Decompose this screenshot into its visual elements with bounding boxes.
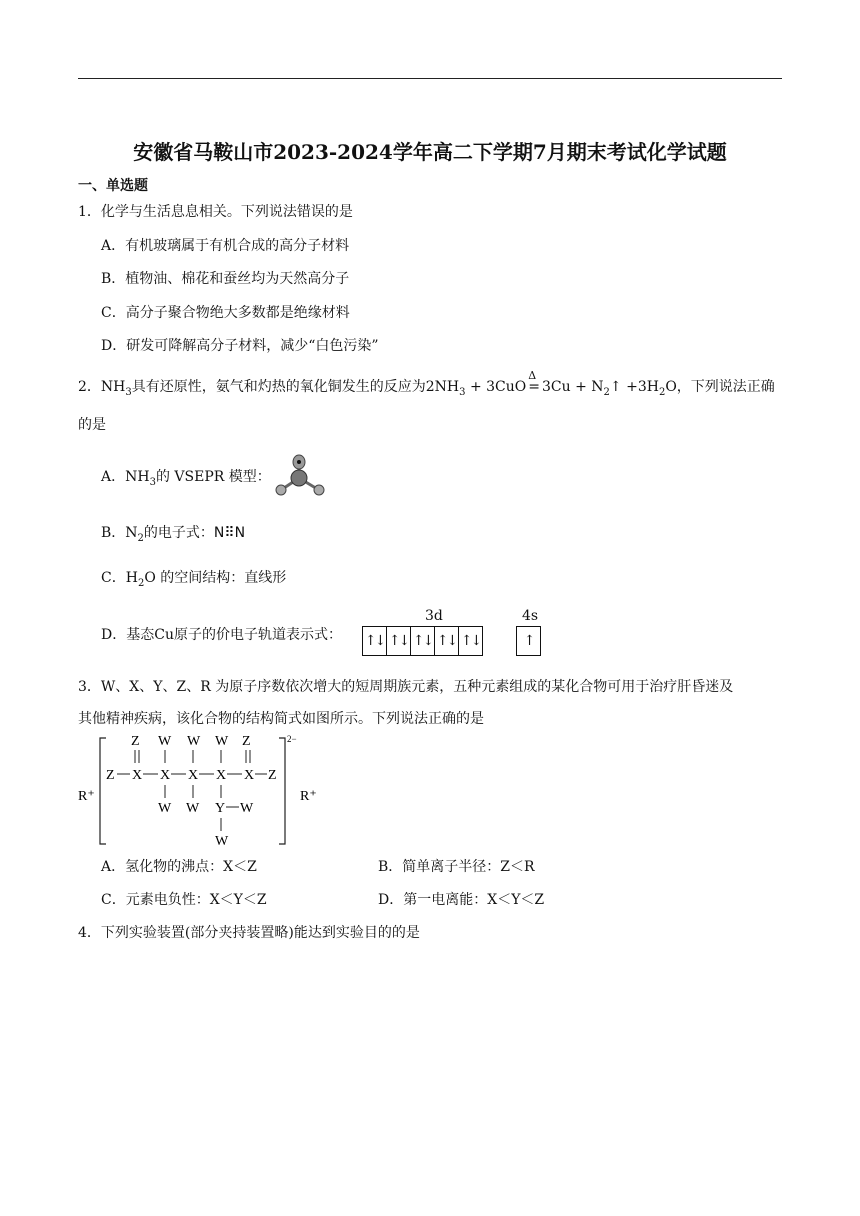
cation-right: R⁺ (300, 789, 317, 804)
svg-text:Z: Z (268, 768, 277, 783)
top-row (131, 734, 251, 749)
q2-option-d: D．基态Cu原子的价电子轨道表示式： (101, 627, 342, 643)
svg-text:W: W (158, 801, 172, 816)
svg-text:X: X (132, 768, 143, 783)
q3-option-a: A．氢化物的沸点：X＜Z (101, 859, 257, 875)
q1-stem: 1．化学与生活息息相关。下列说法错误的是 (78, 204, 353, 220)
q3-option-b: B．简单离子半径：Z＜R (378, 859, 535, 875)
q2-stem: 2．$NH_3$具有还原性，氨气和灼热的氧化铜发生的反应为$2NH_3 + 3CuO$ = Δ $3Cu + N_2↑ +3H_2O$，下列说法正确 (78, 369, 775, 398)
svg-text:W: W (215, 734, 229, 749)
q2-option-a: A．$NH_3$的 VSEPR 模型： (101, 469, 271, 488)
lower-row (158, 801, 254, 849)
svg-text:W: W (240, 801, 254, 816)
q1-option-a: A．有机玻璃属于有机合成的高分子材料 (101, 238, 350, 254)
q3-option-c: C．元素电负性：X＜Y＜Z (101, 892, 267, 908)
structure-formula (70, 730, 340, 852)
orbital-box: ↑↓ (435, 627, 459, 655)
orbital-4s-box (516, 626, 541, 656)
cation-left: R⁺ (78, 789, 95, 804)
svg-text:X: X (244, 768, 255, 783)
q4-stem: 4．下列实验装置(部分夹持装置略)能达到实验目的的是 (78, 925, 420, 941)
q3-stem-line2: 其他精神疾病，该化合物的结构简式如图所示。下列说法正确的是 (78, 711, 484, 727)
header-rule (78, 78, 782, 79)
orbital-box: ↑↓ (460, 633, 481, 649)
q1-option-b: B．植物油、棉花和蚕丝均为天然高分子 (101, 271, 350, 287)
label-4s: 4s (522, 608, 539, 624)
svg-text:W: W (187, 734, 201, 749)
orbital-box: ↑↓ (387, 627, 411, 655)
middle-row (106, 768, 277, 783)
reaction-equation: $2NH_3 + 3CuO$ = Δ $3Cu + N_2↑ +3H_2O$ (425, 369, 677, 398)
q2-option-c: C．$H_2O$ 的空间结构：直线形 (101, 570, 287, 589)
orbital-3d-boxes (362, 626, 483, 656)
charge-label: 2− (287, 734, 297, 744)
section-heading: 一、单选题 (78, 178, 148, 194)
vsepr-model-image (273, 452, 329, 498)
orbital-box: ↑↓ (363, 627, 387, 655)
svg-text:X: X (160, 768, 171, 783)
q2-stem-line2: 的是 (78, 417, 106, 433)
q2-option-b: B．$N_2$的电子式：N⠿N (101, 525, 246, 544)
q3-option-d: D．第一电离能：X＜Y＜Z (378, 892, 545, 908)
svg-text:W: W (158, 734, 172, 749)
q1-option-d: D．研发可降解高分子材料，减少“白色污染” (101, 338, 379, 354)
q1-option-c: C．高分子聚合物绝大多数都是绝缘材料 (101, 305, 350, 321)
svg-text:X: X (216, 768, 227, 783)
svg-text:Z: Z (242, 734, 251, 749)
orbital-box: ↑↓ (411, 627, 435, 655)
svg-text:X: X (188, 768, 199, 783)
page-title: 安徽省马鞍山市2023-2024学年高二下学期7月期末考试化学试题 (133, 140, 727, 164)
svg-text:Z: Z (131, 734, 140, 749)
label-3d: 3d (425, 608, 443, 624)
svg-text:W: W (215, 834, 229, 849)
svg-text:W: W (186, 801, 200, 816)
svg-text:Z: Z (106, 768, 115, 783)
q3-stem-line1: 3．W、X、Y、Z、R 为原子序数依次增大的短周期族元素，五种元素组成的某化合物可用于治疗肝昏迷及 (78, 679, 734, 695)
svg-text:Y: Y (215, 801, 226, 816)
orbital-box: ↑ (523, 633, 534, 649)
